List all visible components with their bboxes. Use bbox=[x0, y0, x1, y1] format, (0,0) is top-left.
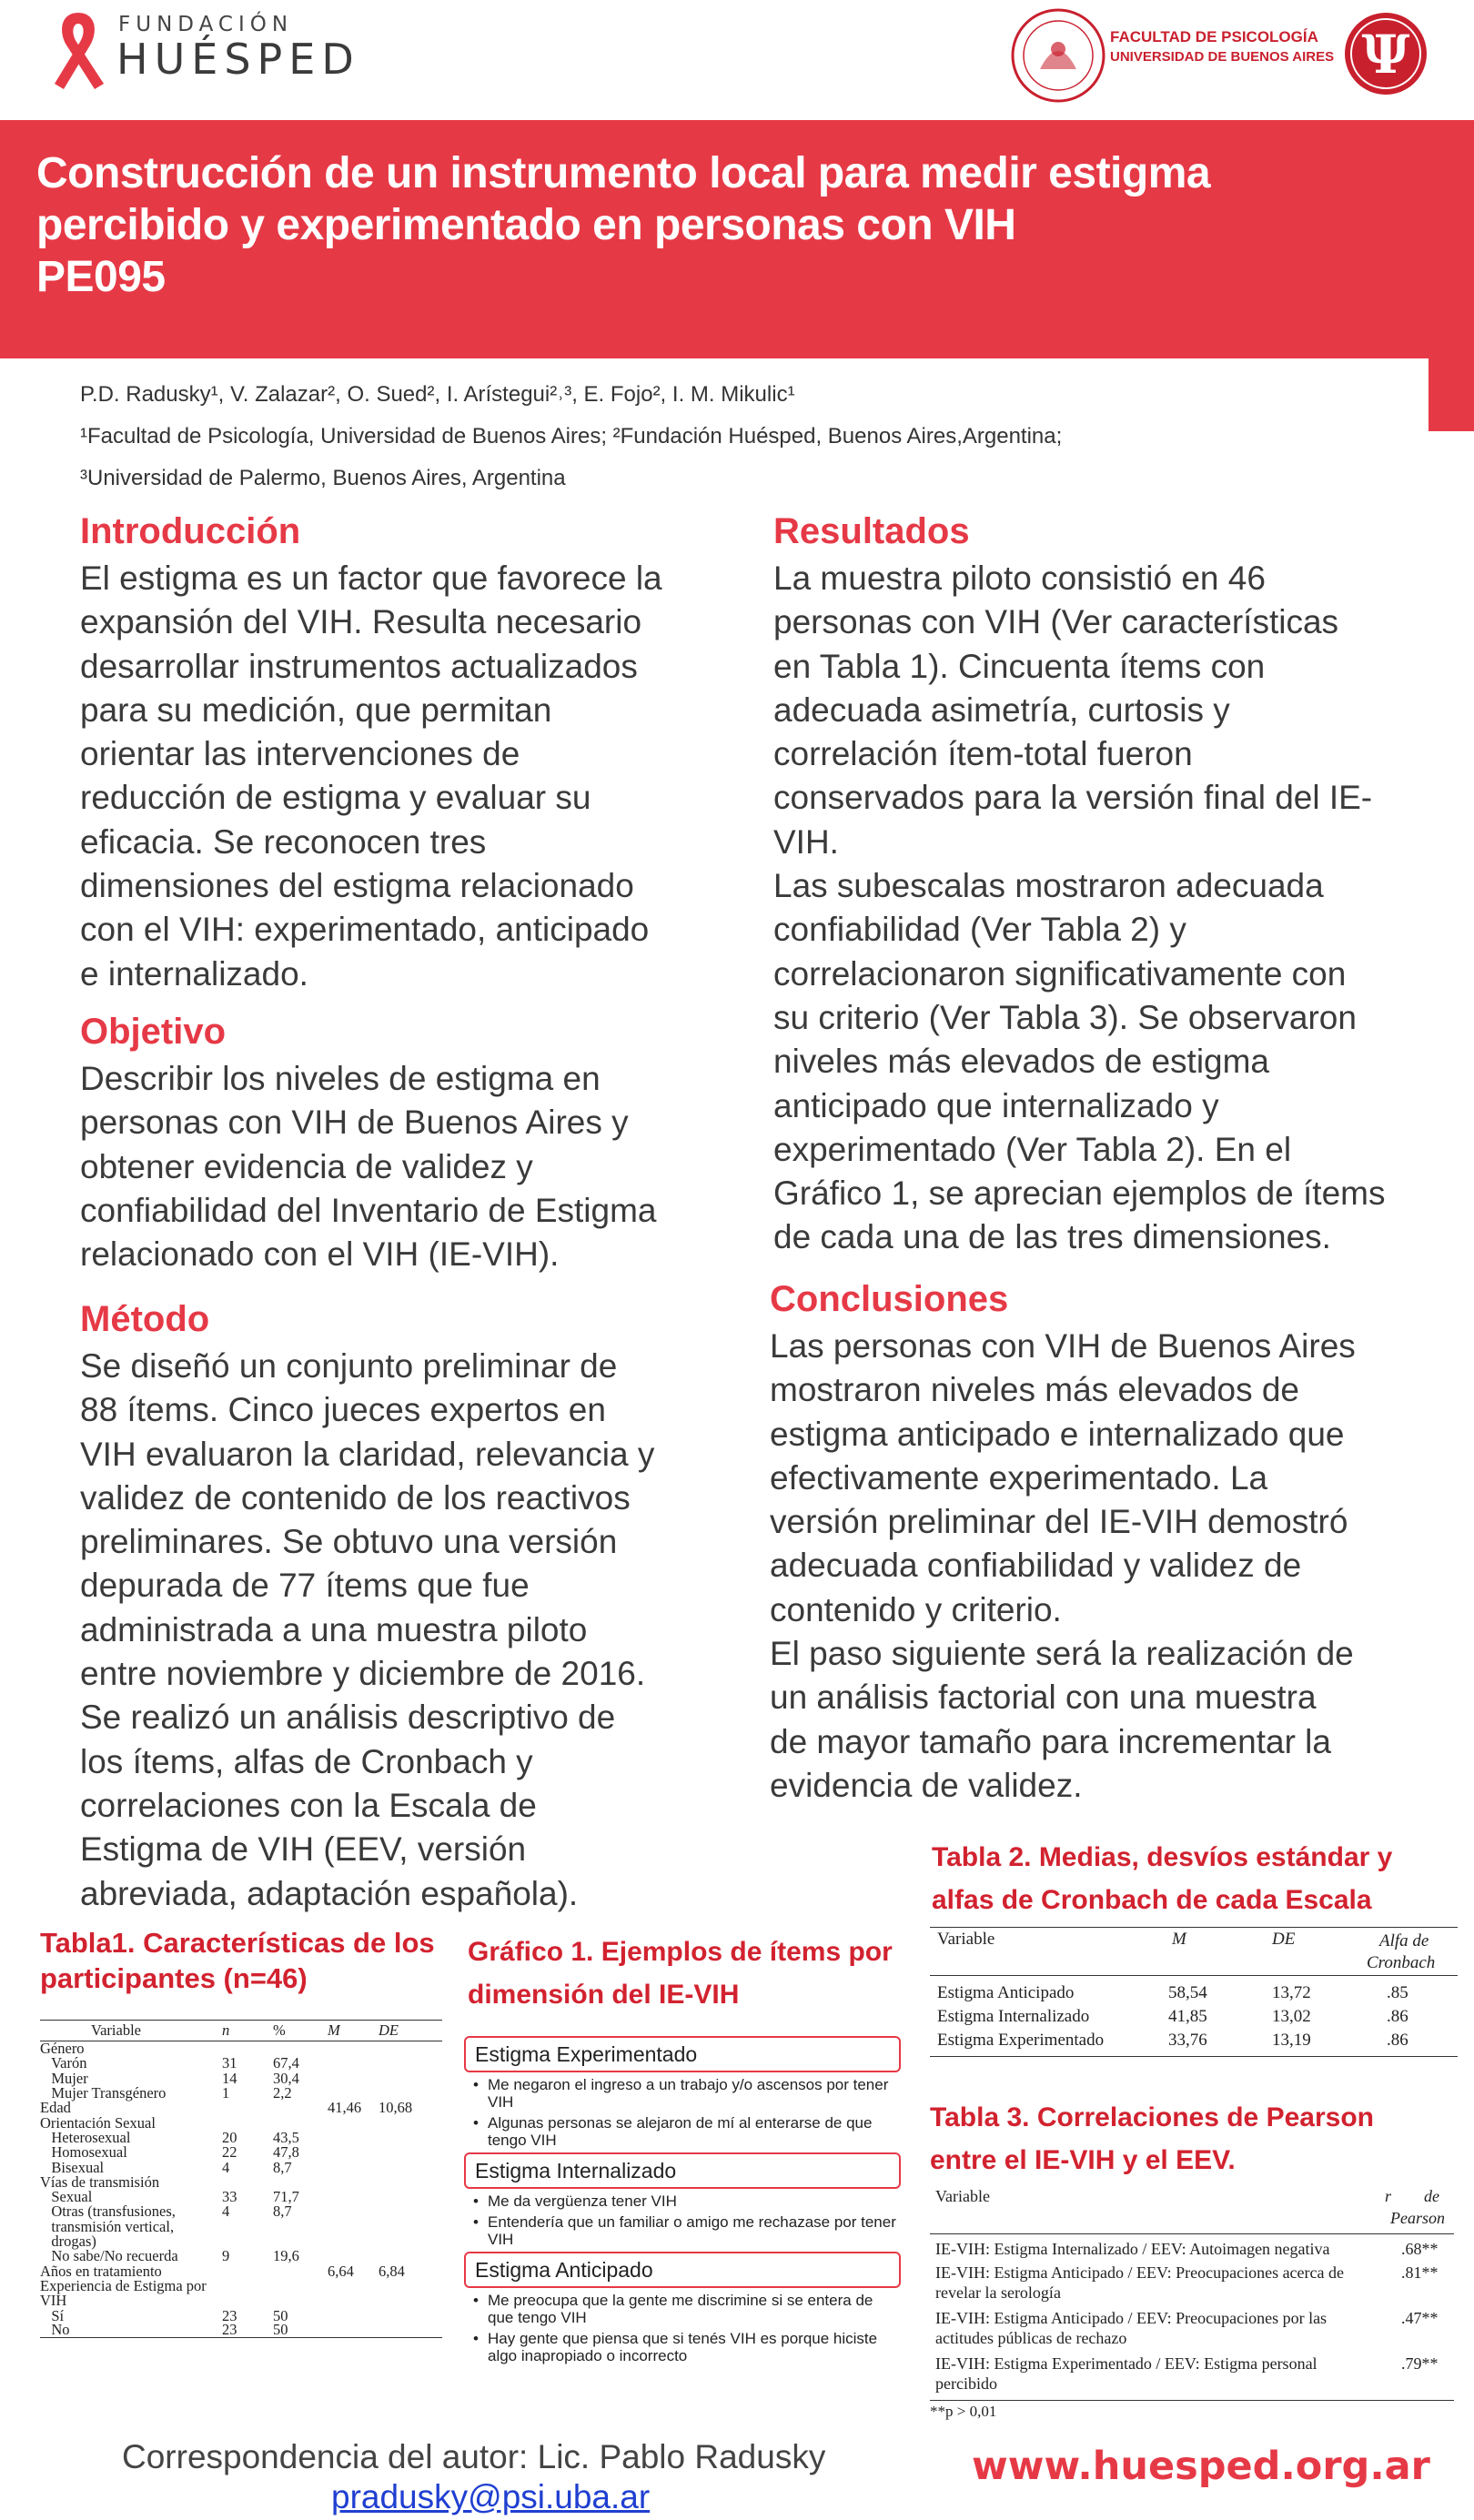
intro-line: eficacia. Se reconocen tres bbox=[80, 822, 487, 861]
intro-line: orientar las intervenciones de bbox=[80, 735, 520, 773]
table1-cell: 22 bbox=[222, 2143, 237, 2162]
method-line: entre noviembre y diciembre de 2016. bbox=[80, 1655, 646, 1693]
table3-r-value: .81** bbox=[1401, 2263, 1439, 2282]
table1-cell: 30,4 bbox=[273, 2069, 299, 2087]
conclusions-line: El paso siguiente será la realización de bbox=[770, 1635, 1354, 1673]
affiliation-line-1: ¹Facultad de Psicología, Universidad de Buenos Aires; ²Fundación Huésped, Buenos Aires,Argentina; bbox=[80, 424, 1063, 449]
intro-heading: Introducción bbox=[80, 511, 301, 551]
conclusions-line: adecuada confiabilidad y validez de bbox=[770, 1547, 1302, 1585]
table1-cell: 23 bbox=[222, 2306, 237, 2324]
dimension-item: • Hay gente que piensa que si tenés VIH es porque hiciste algo inapropiado o incorrecto bbox=[488, 2330, 901, 2364]
results-line: La muestra piloto consistió en 46 bbox=[773, 559, 1266, 597]
results-line: Las subescalas mostraron adecuada bbox=[773, 867, 1324, 905]
org-top-label: FUNDACIÓN bbox=[118, 13, 294, 36]
table1-cell: 14 bbox=[222, 2069, 237, 2087]
objective-line: personas con VIH de Buenos Aires y bbox=[80, 1104, 629, 1142]
table2-caption: Tabla 2. Medias, desvíos estándar y alfas de Cronbach de cada Escala bbox=[932, 1842, 1393, 1915]
org-name-label: HUÉSPED bbox=[116, 35, 360, 84]
table2-cell: .86 bbox=[1387, 2031, 1408, 2050]
intro-line: para su medición, que permitan bbox=[80, 690, 552, 729]
psi-logo-icon bbox=[1343, 11, 1429, 96]
table1-cell: 8,7 bbox=[273, 2202, 292, 2221]
table1-cell: 4 bbox=[222, 2158, 230, 2176]
table1-cell: 43,5 bbox=[273, 2128, 299, 2146]
table1-cell: transmisión vertical, bbox=[40, 2217, 175, 2235]
table3-r-value: .68** bbox=[1401, 2240, 1439, 2258]
method-line: Se diseñó un conjunto preliminar de bbox=[80, 1347, 618, 1385]
results-line: correlacionaron significativamente con bbox=[773, 954, 1347, 993]
faculty-name: FACULTAD DE PSICOLOGÍA bbox=[1110, 28, 1318, 45]
table1-cell: 20 bbox=[222, 2128, 237, 2146]
objective-text bbox=[80, 1057, 657, 1276]
table1-body bbox=[40, 2041, 442, 2338]
method-line: abreviada, adaptación española). bbox=[80, 1874, 579, 1912]
table2 bbox=[930, 1927, 1458, 2057]
table2-cell: Estigma Experimentado bbox=[937, 2031, 1105, 2050]
results-line: en Tabla 1). Cincuenta ítems con bbox=[773, 647, 1266, 685]
results-line: VIH. bbox=[773, 822, 839, 861]
table3-variable: IE-VIH: Estigma Anticipado / EEV: Preocupaciones por las bbox=[935, 2309, 1328, 2327]
table1-cell: 50 bbox=[273, 2321, 288, 2339]
conclusions-line: Las personas con VIH de Buenos Aires bbox=[770, 1327, 1356, 1365]
conclusions-line: efectivamente experimentado. La bbox=[770, 1458, 1268, 1497]
graphic1 bbox=[464, 2036, 901, 2368]
table1-cell: Heterosexual bbox=[40, 2128, 131, 2146]
method-line: correlaciones con la Escala de bbox=[80, 1786, 537, 1824]
table1 bbox=[40, 2020, 442, 2338]
table1-cell: Edad bbox=[40, 2099, 71, 2117]
table1-cell: Bisexual bbox=[40, 2158, 105, 2176]
table2-header: Variable M DE Alfa de Cronbach bbox=[930, 1927, 1458, 1976]
table1-cell: Vías de transmisión bbox=[40, 2172, 160, 2191]
table3-variable-cont: revelar la serología bbox=[935, 2283, 1061, 2302]
university-seal-icon bbox=[1008, 5, 1108, 106]
table1-cell: Otras (transfusiones, bbox=[40, 2202, 176, 2221]
dimension-item: • Me preocupa que la gente me discrimine si se entera de que tengo VIH bbox=[488, 2292, 901, 2326]
dimension-box: Estigma Internalizado bbox=[464, 2152, 901, 2189]
intro-text bbox=[80, 557, 662, 996]
table3-variable: IE-VIH: Estigma Experimentado / EEV: Estigma personal bbox=[935, 2354, 1318, 2373]
objective-line: obtener evidencia de validez y bbox=[80, 1147, 533, 1185]
table1-cell: 8,7 bbox=[273, 2158, 292, 2176]
table3-header: Variable r de Pearson bbox=[930, 2183, 1454, 2234]
table1-cell: Mujer bbox=[40, 2069, 88, 2087]
author-list: P.D. Radusky¹, V. Zalazar², O. Sued², I. Arístegui²˒³, E. Fojo², I. M. Mikulic¹ bbox=[80, 382, 795, 407]
dimension-item: • Algunas personas se alejaron de mí al enterarse de que tengo VIH bbox=[488, 2114, 901, 2149]
table2-cell: .86 bbox=[1387, 2007, 1408, 2026]
table1-cell: Orientación Sexual bbox=[40, 2113, 156, 2132]
table1-cell: drogas) bbox=[40, 2233, 96, 2251]
table1-cell: Homosexual bbox=[40, 2143, 127, 2162]
conclusions-line: de mayor tamaño para incrementar la bbox=[770, 1722, 1331, 1760]
conclusions-line: contenido y criterio. bbox=[770, 1590, 1062, 1628]
results-line: personas con VIH (Ver características bbox=[773, 603, 1339, 641]
table1-cell: VIH bbox=[40, 2292, 67, 2310]
results-line: experimentado (Ver Tabla 2). En el bbox=[773, 1130, 1292, 1168]
dimension-item: • Entendería que un familiar o amigo me rechazase por tener VIH bbox=[488, 2213, 901, 2248]
table3-note: **p > 0,01 bbox=[930, 2403, 997, 2420]
table3-row bbox=[930, 2354, 1454, 2400]
table1-cell: Género bbox=[40, 2040, 85, 2058]
method-text bbox=[80, 1345, 654, 1916]
conclusions-line: un análisis factorial con una muestra bbox=[770, 1678, 1317, 1717]
conclusions-line: versión preliminar del IE-VIH demostró bbox=[770, 1503, 1348, 1541]
conclusions-heading: Conclusiones bbox=[770, 1279, 1009, 1319]
table1-header: Variable n % M DE bbox=[40, 2020, 442, 2041]
objective-line: relacionado con el VIH (IE-VIH). bbox=[80, 1235, 560, 1274]
method-line: 88 ítems. Cinco jueces expertos en bbox=[80, 1391, 606, 1429]
table2-row bbox=[930, 1981, 1458, 2005]
table1-cell: 67,4 bbox=[273, 2054, 299, 2072]
table3-r-value: .47** bbox=[1401, 2309, 1439, 2327]
table2-row bbox=[930, 2005, 1458, 2029]
table3-row bbox=[930, 2263, 1454, 2309]
table2-body bbox=[930, 1976, 1458, 2057]
poster-title: Construcción de un instrumento local para medir estigma percibido y experimentado en personas con VIH PE095 bbox=[36, 149, 1211, 301]
table1-cell: 71,7 bbox=[273, 2188, 299, 2206]
email-link[interactable]: pradusky@psi.uba.ar bbox=[331, 2478, 651, 2515]
affiliation-line-2: ³Universidad de Palermo, Buenos Aires, Argentina bbox=[80, 466, 566, 490]
table1-cell: Experiencia de Estigma por bbox=[40, 2276, 207, 2294]
table1-cell: 6,64 bbox=[328, 2262, 354, 2280]
table2-cell: 13,19 bbox=[1272, 2031, 1311, 2050]
dimension-box: Estigma Experimentado bbox=[464, 2036, 901, 2072]
table3 bbox=[930, 2183, 1454, 2421]
table1-caption: Tabla1. Características de los participantes (n=46) bbox=[40, 1927, 435, 1994]
table1-cell: 9 bbox=[222, 2247, 230, 2265]
table2-cell: 41,85 bbox=[1168, 2007, 1207, 2026]
table1-cell: 19,6 bbox=[273, 2247, 299, 2265]
table3-variable-cont: actitudes públicas de rechazo bbox=[935, 2329, 1127, 2347]
table2-row bbox=[930, 2029, 1458, 2052]
method-line: Estigma de VIH (EEV, versión bbox=[80, 1830, 527, 1869]
conclusions-line: evidencia de validez. bbox=[770, 1766, 1083, 1804]
results-line: de cada una de las tres dimensiones. bbox=[773, 1218, 1331, 1256]
dimension-item-list bbox=[464, 2072, 901, 2149]
intro-line: expansión del VIH. Resulta necesario bbox=[80, 603, 642, 641]
table1-cell: Años en tratamiento bbox=[40, 2262, 162, 2280]
results-line: anticipado que internalizado y bbox=[773, 1086, 1219, 1124]
conclusions-text bbox=[770, 1325, 1356, 1808]
table1-cell: Varón bbox=[40, 2054, 87, 2072]
table3-body bbox=[930, 2234, 1454, 2401]
table1-cell: 2,2 bbox=[273, 2084, 292, 2102]
intro-line: e internalizado. bbox=[80, 954, 308, 993]
table1-cell: No sabe/No recuerda bbox=[40, 2247, 178, 2265]
results-line: correlación ítem-total fueron bbox=[773, 735, 1193, 773]
table1-cell: No bbox=[40, 2321, 70, 2339]
method-line: validez de contenido de los reactivos bbox=[80, 1478, 631, 1517]
results-line: adecuada asimetría, curtosis y bbox=[773, 690, 1230, 729]
results-line: Gráfico 1, se aprecian ejemplos de ítems bbox=[773, 1174, 1386, 1213]
table2-cell: 13,02 bbox=[1272, 2007, 1311, 2026]
table3-row bbox=[930, 2309, 1454, 2354]
intro-line: El estigma es un factor que favorece la bbox=[80, 559, 662, 597]
svg-text:Ψ: Ψ bbox=[1361, 24, 1410, 86]
table2-cell: Estigma Internalizado bbox=[937, 2007, 1090, 2026]
objective-line: confiabilidad del Inventario de Estigma bbox=[80, 1191, 657, 1229]
method-line: VIH evaluaron la claridad, relevancia y bbox=[80, 1435, 655, 1473]
table1-cell: 1 bbox=[222, 2084, 230, 2102]
dimension-item-list bbox=[464, 2288, 901, 2364]
table1-cell: 47,8 bbox=[273, 2143, 299, 2162]
dimension-item: • Me da vergüenza tener VIH bbox=[488, 2192, 901, 2210]
objective-line: Describir los niveles de estigma en bbox=[80, 1060, 601, 1097]
dimension-item-list bbox=[464, 2189, 901, 2248]
red-ribbon-logo bbox=[42, 5, 115, 96]
objective-heading: Objetivo bbox=[80, 1012, 227, 1052]
results-heading: Resultados bbox=[773, 511, 970, 551]
method-line: preliminares. Se obtuvo una versión bbox=[80, 1523, 618, 1561]
method-heading: Método bbox=[80, 1299, 210, 1339]
results-line: confiabilidad (Ver Tabla 2) y bbox=[773, 911, 1186, 949]
intro-line: dimensiones del estigma relacionado bbox=[80, 867, 634, 905]
table3-variable: IE-VIH: Estigma Internalizado / EEV: Autoimagen negativa bbox=[935, 2240, 1330, 2258]
intro-line: reducción de estigma y evaluar su bbox=[80, 779, 591, 817]
table1-row bbox=[40, 2323, 442, 2338]
table1-cell: 10,68 bbox=[379, 2099, 413, 2117]
table1-cell: 33 bbox=[222, 2188, 237, 2206]
table1-cell: 4 bbox=[222, 2202, 230, 2221]
table3-caption: Tabla 3. Correlaciones de Pearson entre el IE-VIH y el EEV. bbox=[930, 2102, 1374, 2175]
banner-edge bbox=[1429, 358, 1474, 431]
method-line: depurada de 77 ítems que fue bbox=[80, 1567, 530, 1605]
table2-cell: 33,76 bbox=[1168, 2031, 1207, 2050]
dimension-item: • Me negaron el ingreso a un trabajo y/o ascensos por tener VIH bbox=[488, 2076, 901, 2111]
website-url[interactable]: www.huesped.org.ar bbox=[972, 2444, 1430, 2489]
table3-row bbox=[930, 2240, 1454, 2263]
method-line: Se realizó un análisis descriptivo de bbox=[80, 1698, 616, 1737]
table3-r-value: .79** bbox=[1401, 2354, 1439, 2373]
table1-cell: Sexual bbox=[40, 2188, 93, 2206]
faculty-university: UNIVERSIDAD DE BUENOS AIRES bbox=[1110, 49, 1335, 65]
table2-cell: 13,72 bbox=[1272, 1983, 1311, 2002]
intro-line: con el VIH: experimentado, anticipado bbox=[80, 911, 650, 949]
table1-cell: Mujer Transgénero bbox=[40, 2084, 167, 2102]
results-line: su criterio (Ver Tabla 3). Se observaron bbox=[773, 998, 1357, 1036]
dimension-box: Estigma Anticipado bbox=[464, 2252, 901, 2288]
conclusions-line: mostraron niveles más elevados de bbox=[770, 1371, 1300, 1409]
table2-cell: .85 bbox=[1387, 1983, 1408, 2002]
table1-cell: 31 bbox=[222, 2054, 237, 2072]
results-text bbox=[773, 557, 1386, 1260]
table1-cell: 23 bbox=[222, 2321, 237, 2339]
conclusions-line: estigma anticipado e internalizado que bbox=[770, 1415, 1345, 1453]
results-line: conservados para la versión final del IE- bbox=[773, 779, 1373, 817]
intro-line: desarrollar instrumentos actualizados bbox=[80, 647, 638, 685]
method-line: los ítems, alfas de Cronbach y bbox=[80, 1742, 533, 1780]
table3-variable-cont: percibido bbox=[935, 2374, 997, 2393]
results-line: niveles más elevados de estigma bbox=[773, 1043, 1270, 1081]
table1-cell: 41,46 bbox=[328, 2099, 362, 2117]
method-line: administrada a una muestra piloto bbox=[80, 1610, 588, 1648]
table1-cell: Sí bbox=[40, 2306, 65, 2324]
graphic1-caption: Gráfico 1. Ejemplos de ítems por dimensión del IE-VIH bbox=[468, 1937, 893, 2010]
contact-text: Correspondencia del autor: Lic. Pablo Radusky bbox=[122, 2438, 826, 2475]
table3-variable: IE-VIH: Estigma Anticipado / EEV: Preocupaciones acerca de bbox=[935, 2263, 1344, 2282]
table1-cell: 50 bbox=[273, 2306, 288, 2324]
table2-cell: Estigma Anticipado bbox=[937, 1983, 1075, 2002]
table2-cell: 58,54 bbox=[1168, 1983, 1207, 2002]
table1-cell: 6,84 bbox=[379, 2262, 405, 2280]
